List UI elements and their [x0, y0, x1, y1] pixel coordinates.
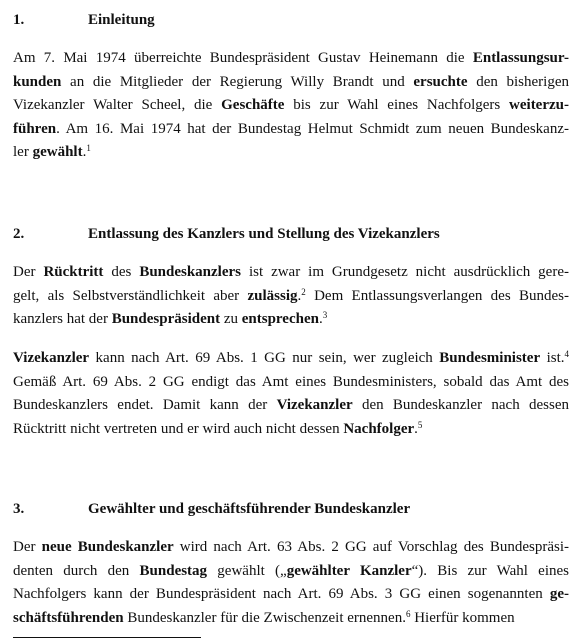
bold-term: Bundestag	[139, 562, 208, 579]
bold-term: Bundeskanzlers	[139, 264, 242, 280]
bold-term: Bundespräsident	[111, 311, 221, 327]
text-line	[13, 560, 569, 584]
bold-term: Vizekanzler	[13, 350, 90, 366]
bold-term: Geschäfte	[221, 97, 285, 113]
text-line	[13, 583, 569, 607]
section-1-paragraph-1	[13, 47, 569, 165]
footnote-marker: 5	[417, 419, 423, 430]
text-segment: Am 7. Mai 1974 überreichte Bundespräsident Gustav Heinemann die	[13, 50, 473, 66]
text-segment: .	[297, 287, 302, 304]
text-segment: Der	[13, 264, 44, 280]
text-line	[13, 347, 569, 371]
section-2-paragraph-2	[13, 347, 569, 441]
section-number: 3.	[13, 501, 25, 517]
bold-term: schäftsführenden	[13, 609, 124, 626]
footnote-marker: 2	[301, 286, 306, 297]
section-title: Einleitung	[88, 12, 155, 28]
section-number: 2.	[13, 226, 25, 242]
bold-term: entsprechen	[241, 311, 319, 327]
text-line	[13, 371, 569, 395]
section-3-paragraph-1	[13, 536, 569, 630]
text-line	[13, 536, 569, 560]
bold-term: Nachfolger	[343, 420, 415, 437]
text-line	[13, 418, 569, 442]
footnote-marker: 4	[564, 349, 569, 359]
text-line	[13, 118, 569, 142]
section-2-paragraph-1	[13, 261, 569, 332]
text-line	[13, 47, 569, 71]
text-segment: Gemäß Art. 69 Abs. 2 GG endigt das Amt eines Bundesministers, sobald das Amt des	[13, 373, 569, 390]
text-segment: “). Bis zur Wahl eines	[411, 562, 569, 579]
text-segment: kanzlers hat der	[13, 311, 112, 327]
section-1-heading	[13, 12, 155, 29]
text-line	[13, 308, 569, 332]
footnote-marker: 1	[86, 143, 91, 153]
bold-term: ge-	[549, 586, 569, 602]
text-segment: Bundeskanzlers endet. Damit kann der	[13, 397, 277, 413]
text-segment: Nachfolgers kann der Bundespräsident nach Art. 69 Abs. 3 GG einen sogenannten	[13, 586, 550, 602]
footnote-separator	[13, 637, 201, 638]
text-segment: wird nach Art. 63 Abs. 2 GG auf Vorschlag des Bundespräsi-	[173, 539, 569, 555]
text-line	[13, 141, 569, 165]
text-segment: Rücktritt nicht vertreten und er wird auch nicht dessen	[13, 420, 344, 437]
footnote-marker: 3	[322, 310, 328, 320]
text-line	[13, 94, 569, 118]
text-segment: . Am 16. Mai 1974 hat der Bundestag Helmut Schmidt zum neuen Bundeskanz-	[56, 120, 569, 137]
text-segment: .	[414, 420, 418, 437]
bold-term: Entlassungsur-	[472, 50, 569, 66]
text-segment: ler	[13, 144, 33, 160]
footnote-marker: 6	[405, 608, 411, 619]
text-segment: bis zur Wahl eines Nachfolgers	[284, 97, 510, 113]
section-title: Gewählter und geschäftsführender Bundeskanzler	[88, 501, 411, 517]
text-segment: .	[82, 144, 87, 160]
bold-term: Vizekanzler	[276, 397, 353, 413]
text-segment: Vizekanzler Walter Scheel, die	[13, 97, 222, 113]
text-line	[13, 394, 569, 418]
section-title: Entlassung des Kanzlers und Stellung des Vizekanzlers	[88, 226, 440, 242]
text-segment: gelt, als Selbstverständlichkeit aber	[13, 287, 248, 304]
section-3-heading	[13, 501, 410, 518]
text-segment: Bundeskanzler für die Zwischenzeit ernennen.	[123, 609, 406, 626]
bold-term: ersuchte	[413, 73, 468, 90]
text-segment: den Bundeskanzler nach dessen	[352, 397, 569, 413]
text-segment: den bisherigen	[467, 73, 569, 90]
bold-term: gewählt	[32, 144, 83, 160]
text-segment: Der	[13, 539, 42, 555]
text-segment: gewählt („	[207, 562, 287, 579]
text-segment: des	[103, 264, 140, 280]
text-segment: Dem Entlassungsverlangen des Bundes-	[305, 287, 569, 304]
text-line	[13, 261, 569, 285]
text-line	[13, 285, 569, 309]
section-number: 1.	[13, 12, 25, 28]
bold-term: Rücktritt	[43, 264, 104, 280]
text-line	[13, 607, 569, 631]
text-segment: Hierfür kommen	[410, 609, 515, 626]
bold-term: neue Bundeskanzler	[41, 539, 174, 555]
text-segment: .	[318, 311, 323, 327]
bold-term: weiterzu-	[509, 97, 569, 113]
section-2-heading	[13, 226, 440, 243]
bold-term: führen	[13, 120, 57, 137]
text-segment: ist.	[540, 350, 565, 366]
text-segment: kann nach Art. 69 Abs. 1 GG nur sein, wer zugleich	[89, 350, 440, 366]
bold-term: gewählter Kanzler	[286, 562, 412, 579]
text-segment: zu	[220, 311, 242, 327]
text-segment: an die Mitglieder der Regierung Willy Brandt und	[61, 73, 414, 90]
bold-term: kunden	[13, 73, 62, 90]
text-segment: ist zwar im Grundgesetz nicht ausdrücklich gere-	[241, 264, 569, 280]
bold-term: Bundesminister	[439, 350, 541, 366]
text-segment: denten durch den	[13, 562, 140, 579]
bold-term: zulässig	[247, 287, 298, 304]
text-line	[13, 71, 569, 95]
